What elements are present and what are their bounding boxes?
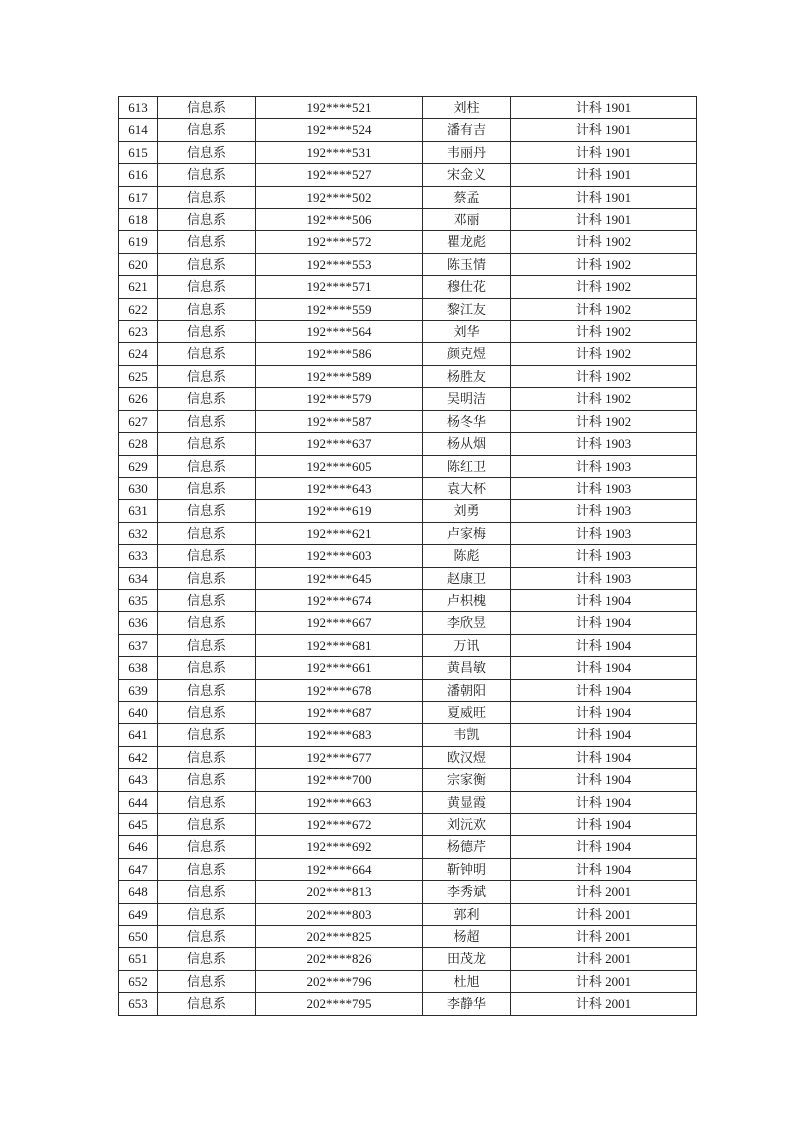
cell-no: 639 xyxy=(119,679,158,701)
table-row xyxy=(119,253,697,275)
table-row xyxy=(119,903,697,925)
cell-name: 颜克煜 xyxy=(423,343,511,365)
cell-name: 韦丽丹 xyxy=(423,141,511,163)
cell-student-id: 192****674 xyxy=(256,589,423,611)
cell-department: 信息系 xyxy=(158,343,256,365)
cell-student-id: 192****587 xyxy=(256,410,423,432)
cell-department: 信息系 xyxy=(158,321,256,343)
table-row xyxy=(119,926,697,948)
cell-no: 632 xyxy=(119,522,158,544)
cell-student-id: 192****667 xyxy=(256,612,423,634)
cell-no: 644 xyxy=(119,791,158,813)
table-row xyxy=(119,343,697,365)
cell-student-id: 192****572 xyxy=(256,231,423,253)
table-row xyxy=(119,410,697,432)
cell-student-id: 192****521 xyxy=(256,97,423,119)
table-row xyxy=(119,634,697,656)
cell-student-id: 192****506 xyxy=(256,209,423,231)
cell-name: 瞿龙彪 xyxy=(423,231,511,253)
cell-no: 638 xyxy=(119,657,158,679)
cell-class: 计科 1903 xyxy=(511,545,697,567)
cell-class: 计科 1903 xyxy=(511,477,697,499)
cell-student-id: 192****619 xyxy=(256,500,423,522)
cell-class: 计科 2001 xyxy=(511,993,697,1015)
cell-no: 635 xyxy=(119,589,158,611)
cell-student-id: 192****678 xyxy=(256,679,423,701)
cell-class: 计科 1902 xyxy=(511,276,697,298)
table-row xyxy=(119,679,697,701)
cell-department: 信息系 xyxy=(158,567,256,589)
table-row xyxy=(119,612,697,634)
cell-student-id: 192****700 xyxy=(256,769,423,791)
cell-class: 计科 2001 xyxy=(511,903,697,925)
cell-class: 计科 1902 xyxy=(511,253,697,275)
cell-student-id: 202****825 xyxy=(256,926,423,948)
cell-department: 信息系 xyxy=(158,500,256,522)
cell-student-id: 192****531 xyxy=(256,141,423,163)
cell-name: 李欣昱 xyxy=(423,612,511,634)
cell-student-id: 192****605 xyxy=(256,455,423,477)
cell-no: 640 xyxy=(119,701,158,723)
cell-department: 信息系 xyxy=(158,836,256,858)
cell-class: 计科 1902 xyxy=(511,321,697,343)
cell-no: 625 xyxy=(119,365,158,387)
cell-department: 信息系 xyxy=(158,657,256,679)
cell-student-id: 192****687 xyxy=(256,701,423,723)
cell-no: 652 xyxy=(119,970,158,992)
cell-no: 649 xyxy=(119,903,158,925)
cell-department: 信息系 xyxy=(158,612,256,634)
cell-class: 计科 1904 xyxy=(511,769,697,791)
cell-class: 计科 1904 xyxy=(511,791,697,813)
cell-name: 赵康卫 xyxy=(423,567,511,589)
cell-student-id: 192****579 xyxy=(256,388,423,410)
cell-department: 信息系 xyxy=(158,477,256,499)
cell-no: 642 xyxy=(119,746,158,768)
cell-name: 郭利 xyxy=(423,903,511,925)
table-row xyxy=(119,433,697,455)
cell-student-id: 202****813 xyxy=(256,881,423,903)
cell-name: 杨德芹 xyxy=(423,836,511,858)
cell-no: 627 xyxy=(119,410,158,432)
cell-name: 黄显霞 xyxy=(423,791,511,813)
cell-department: 信息系 xyxy=(158,701,256,723)
cell-class: 计科 1904 xyxy=(511,657,697,679)
cell-class: 计科 1903 xyxy=(511,567,697,589)
cell-department: 信息系 xyxy=(158,993,256,1015)
cell-name: 黄昌敏 xyxy=(423,657,511,679)
cell-no: 641 xyxy=(119,724,158,746)
cell-name: 蔡孟 xyxy=(423,186,511,208)
cell-class: 计科 1904 xyxy=(511,746,697,768)
cell-name: 宗家衡 xyxy=(423,769,511,791)
table-row xyxy=(119,589,697,611)
cell-name: 潘朝阳 xyxy=(423,679,511,701)
cell-department: 信息系 xyxy=(158,455,256,477)
cell-name: 万讯 xyxy=(423,634,511,656)
cell-no: 619 xyxy=(119,231,158,253)
cell-class: 计科 2001 xyxy=(511,926,697,948)
table-row xyxy=(119,701,697,723)
cell-name: 陈彪 xyxy=(423,545,511,567)
cell-department: 信息系 xyxy=(158,746,256,768)
cell-class: 计科 1904 xyxy=(511,858,697,880)
cell-class: 计科 1901 xyxy=(511,209,697,231)
cell-no: 613 xyxy=(119,97,158,119)
cell-class: 计科 1902 xyxy=(511,388,697,410)
cell-no: 629 xyxy=(119,455,158,477)
cell-department: 信息系 xyxy=(158,769,256,791)
cell-student-id: 192****527 xyxy=(256,164,423,186)
table-row xyxy=(119,119,697,141)
cell-name: 刘华 xyxy=(423,321,511,343)
cell-student-id: 192****621 xyxy=(256,522,423,544)
cell-class: 计科 2001 xyxy=(511,948,697,970)
cell-name: 刘勇 xyxy=(423,500,511,522)
cell-name: 黎江友 xyxy=(423,298,511,320)
cell-class: 计科 1903 xyxy=(511,433,697,455)
cell-class: 计科 1904 xyxy=(511,814,697,836)
cell-no: 628 xyxy=(119,433,158,455)
cell-class: 计科 1902 xyxy=(511,231,697,253)
cell-department: 信息系 xyxy=(158,119,256,141)
cell-student-id: 192****502 xyxy=(256,186,423,208)
cell-student-id: 192****637 xyxy=(256,433,423,455)
cell-class: 计科 2001 xyxy=(511,881,697,903)
cell-student-id: 192****663 xyxy=(256,791,423,813)
cell-student-id: 192****603 xyxy=(256,545,423,567)
cell-department: 信息系 xyxy=(158,522,256,544)
cell-name: 邓丽 xyxy=(423,209,511,231)
cell-no: 647 xyxy=(119,858,158,880)
cell-name: 夏威旺 xyxy=(423,701,511,723)
cell-department: 信息系 xyxy=(158,388,256,410)
cell-department: 信息系 xyxy=(158,926,256,948)
table-row xyxy=(119,970,697,992)
cell-no: 650 xyxy=(119,926,158,948)
cell-class: 计科 1904 xyxy=(511,589,697,611)
cell-department: 信息系 xyxy=(158,298,256,320)
cell-no: 631 xyxy=(119,500,158,522)
cell-no: 648 xyxy=(119,881,158,903)
cell-name: 陈玉情 xyxy=(423,253,511,275)
cell-student-id: 192****586 xyxy=(256,343,423,365)
cell-department: 信息系 xyxy=(158,231,256,253)
cell-department: 信息系 xyxy=(158,141,256,163)
cell-name: 刘柱 xyxy=(423,97,511,119)
table-row xyxy=(119,365,697,387)
cell-class: 计科 1903 xyxy=(511,500,697,522)
table-row xyxy=(119,209,697,231)
cell-name: 李静华 xyxy=(423,993,511,1015)
cell-class: 计科 1901 xyxy=(511,119,697,141)
table-row xyxy=(119,993,697,1015)
cell-student-id: 192****692 xyxy=(256,836,423,858)
table-row xyxy=(119,769,697,791)
cell-no: 620 xyxy=(119,253,158,275)
cell-class: 计科 2001 xyxy=(511,970,697,992)
cell-no: 630 xyxy=(119,477,158,499)
cell-class: 计科 1903 xyxy=(511,455,697,477)
cell-name: 李秀斌 xyxy=(423,881,511,903)
cell-department: 信息系 xyxy=(158,634,256,656)
table-row xyxy=(119,724,697,746)
cell-name: 杜旭 xyxy=(423,970,511,992)
cell-name: 田茂龙 xyxy=(423,948,511,970)
table-row xyxy=(119,321,697,343)
cell-department: 信息系 xyxy=(158,276,256,298)
cell-no: 617 xyxy=(119,186,158,208)
cell-class: 计科 1904 xyxy=(511,679,697,701)
student-roster-body xyxy=(119,97,697,1016)
table-row xyxy=(119,791,697,813)
cell-name: 卢枳槐 xyxy=(423,589,511,611)
cell-name: 刘沅欢 xyxy=(423,814,511,836)
cell-name: 杨冬华 xyxy=(423,410,511,432)
cell-name: 陈红卫 xyxy=(423,455,511,477)
cell-student-id: 192****661 xyxy=(256,657,423,679)
cell-no: 646 xyxy=(119,836,158,858)
cell-department: 信息系 xyxy=(158,881,256,903)
cell-no: 636 xyxy=(119,612,158,634)
table-row xyxy=(119,455,697,477)
cell-department: 信息系 xyxy=(158,589,256,611)
cell-department: 信息系 xyxy=(158,970,256,992)
cell-class: 计科 1902 xyxy=(511,343,697,365)
cell-student-id: 192****589 xyxy=(256,365,423,387)
cell-class: 计科 1901 xyxy=(511,186,697,208)
table-row xyxy=(119,141,697,163)
cell-class: 计科 1904 xyxy=(511,701,697,723)
cell-department: 信息系 xyxy=(158,724,256,746)
cell-department: 信息系 xyxy=(158,410,256,432)
cell-student-id: 192****643 xyxy=(256,477,423,499)
cell-class: 计科 1901 xyxy=(511,97,697,119)
cell-class: 计科 1901 xyxy=(511,164,697,186)
cell-name: 潘有吉 xyxy=(423,119,511,141)
cell-name: 杨超 xyxy=(423,926,511,948)
cell-department: 信息系 xyxy=(158,97,256,119)
cell-student-id: 192****677 xyxy=(256,746,423,768)
cell-department: 信息系 xyxy=(158,545,256,567)
table-row xyxy=(119,746,697,768)
cell-name: 宋金义 xyxy=(423,164,511,186)
cell-department: 信息系 xyxy=(158,164,256,186)
cell-student-id: 192****559 xyxy=(256,298,423,320)
cell-name: 卢家梅 xyxy=(423,522,511,544)
cell-department: 信息系 xyxy=(158,209,256,231)
cell-department: 信息系 xyxy=(158,903,256,925)
cell-no: 637 xyxy=(119,634,158,656)
table-row xyxy=(119,500,697,522)
cell-class: 计科 1904 xyxy=(511,724,697,746)
table-row xyxy=(119,545,697,567)
table-row xyxy=(119,388,697,410)
cell-class: 计科 1901 xyxy=(511,141,697,163)
table-row xyxy=(119,298,697,320)
table-row xyxy=(119,477,697,499)
cell-class: 计科 1904 xyxy=(511,836,697,858)
cell-no: 621 xyxy=(119,276,158,298)
cell-department: 信息系 xyxy=(158,791,256,813)
cell-no: 653 xyxy=(119,993,158,1015)
cell-student-id: 192****645 xyxy=(256,567,423,589)
cell-no: 651 xyxy=(119,948,158,970)
cell-department: 信息系 xyxy=(158,679,256,701)
cell-department: 信息系 xyxy=(158,858,256,880)
table-row xyxy=(119,881,697,903)
cell-no: 645 xyxy=(119,814,158,836)
cell-no: 634 xyxy=(119,567,158,589)
table-row xyxy=(119,814,697,836)
student-roster-table xyxy=(118,96,697,1016)
cell-name: 杨从烟 xyxy=(423,433,511,455)
cell-name: 穆仕花 xyxy=(423,276,511,298)
cell-student-id: 192****672 xyxy=(256,814,423,836)
cell-class: 计科 1902 xyxy=(511,298,697,320)
table-row xyxy=(119,657,697,679)
table-row xyxy=(119,164,697,186)
cell-no: 615 xyxy=(119,141,158,163)
cell-student-id: 202****796 xyxy=(256,970,423,992)
cell-no: 618 xyxy=(119,209,158,231)
cell-name: 靳钟明 xyxy=(423,858,511,880)
cell-class: 计科 1903 xyxy=(511,522,697,544)
cell-class: 计科 1902 xyxy=(511,410,697,432)
cell-no: 622 xyxy=(119,298,158,320)
table-row xyxy=(119,276,697,298)
table-row xyxy=(119,522,697,544)
cell-name: 袁大杯 xyxy=(423,477,511,499)
table-row xyxy=(119,231,697,253)
cell-name: 韦凯 xyxy=(423,724,511,746)
cell-department: 信息系 xyxy=(158,186,256,208)
cell-student-id: 202****803 xyxy=(256,903,423,925)
cell-student-id: 202****826 xyxy=(256,948,423,970)
cell-department: 信息系 xyxy=(158,948,256,970)
cell-name: 杨胜友 xyxy=(423,365,511,387)
cell-no: 623 xyxy=(119,321,158,343)
cell-name: 欧汉煜 xyxy=(423,746,511,768)
cell-student-id: 192****664 xyxy=(256,858,423,880)
cell-class: 计科 1904 xyxy=(511,612,697,634)
table-row xyxy=(119,567,697,589)
table-row xyxy=(119,186,697,208)
cell-student-id: 192****683 xyxy=(256,724,423,746)
cell-department: 信息系 xyxy=(158,814,256,836)
cell-no: 643 xyxy=(119,769,158,791)
cell-department: 信息系 xyxy=(158,365,256,387)
table-row xyxy=(119,97,697,119)
cell-no: 633 xyxy=(119,545,158,567)
cell-department: 信息系 xyxy=(158,253,256,275)
cell-name: 吴明洁 xyxy=(423,388,511,410)
cell-student-id: 192****524 xyxy=(256,119,423,141)
cell-student-id: 192****553 xyxy=(256,253,423,275)
cell-student-id: 192****564 xyxy=(256,321,423,343)
cell-no: 626 xyxy=(119,388,158,410)
cell-class: 计科 1902 xyxy=(511,365,697,387)
cell-student-id: 192****571 xyxy=(256,276,423,298)
table-row xyxy=(119,858,697,880)
table-row xyxy=(119,836,697,858)
cell-department: 信息系 xyxy=(158,433,256,455)
cell-class: 计科 1904 xyxy=(511,634,697,656)
table-row xyxy=(119,948,697,970)
cell-no: 624 xyxy=(119,343,158,365)
cell-no: 616 xyxy=(119,164,158,186)
cell-student-id: 192****681 xyxy=(256,634,423,656)
cell-student-id: 202****795 xyxy=(256,993,423,1015)
cell-no: 614 xyxy=(119,119,158,141)
